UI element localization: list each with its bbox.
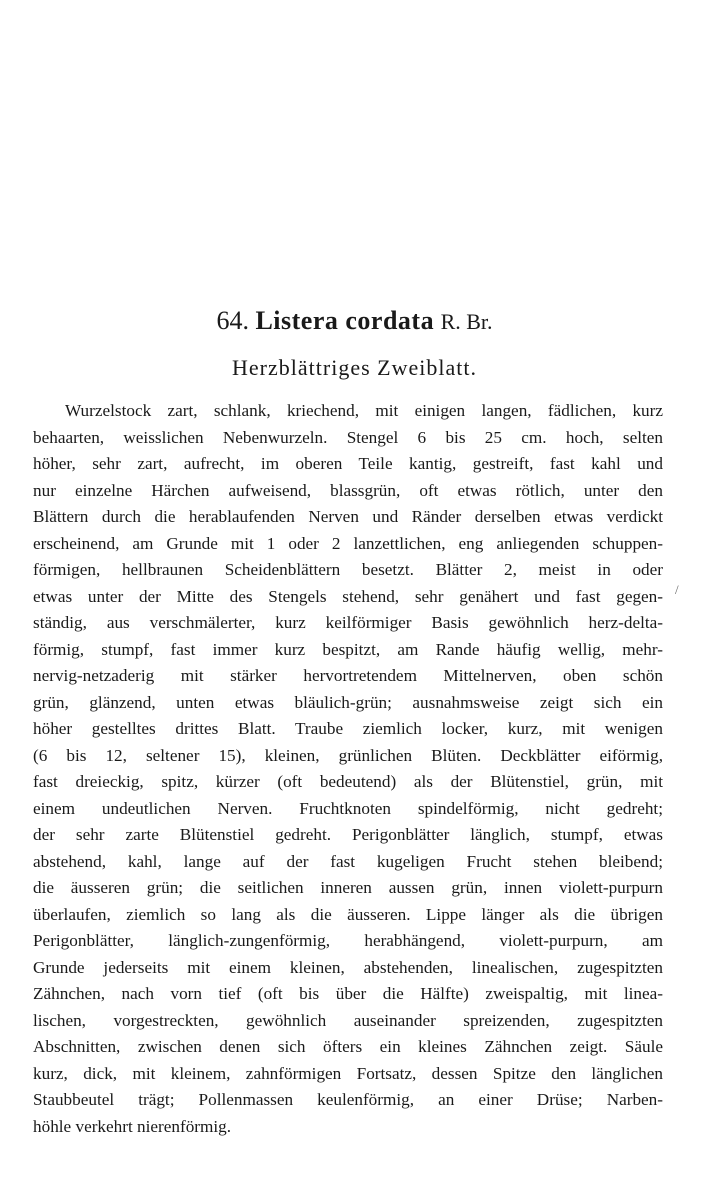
text-line: lischen, vorgestreckten, gewöhnlich auseinander spreizenden, zugespitzten xyxy=(33,1010,663,1030)
text-line: der sehr zarte Blütenstiel gedreht. Perigonblätter länglich, stumpf, etwas xyxy=(33,825,663,844)
species-author: R. Br. xyxy=(440,309,493,334)
text-line: höher gestelltes drittes Blatt. Traube ziemlich locker, kurz, mit wenigen xyxy=(33,719,663,738)
margin-mark: / xyxy=(675,582,679,597)
text-line: förmigen, hellbraunen Scheidenblättern besetzt. Blätter 2, meist in oder xyxy=(33,560,663,579)
description-text xyxy=(33,398,663,1140)
text-line: die äusseren grün; die seitlichen inneren aussen grün, innen violett-purpurn xyxy=(33,878,663,897)
text-line: Zähnchen, nach vorn tief (oft bis über die Hälfte) zweispaltig, mit linea- xyxy=(33,984,663,1003)
text-line: nur einzelne Härchen aufweisend, blassgrün, oft etwas rötlich, unter den xyxy=(33,480,663,500)
text-line: grün, glänzend, unten etwas bläulich-grün; ausnahmsweise zeigt sich ein xyxy=(33,692,663,712)
text-line: Wurzelstock zart, schlank, kriechend, mit einigen langen, fädlichen, kurz xyxy=(65,401,663,420)
text-line: kurz, dick, mit kleinem, zahnförmigen Fortsatz, dessen Spitze den länglichen xyxy=(33,1063,663,1083)
text-line: (6 bis 12, seltener 15), kleinen, grünlichen Blüten. Deckblätter eiförmig, xyxy=(33,745,663,765)
text-line: förmig, stumpf, fast immer kurz bespitzt, am Rande häufig wellig, mehr- xyxy=(33,639,663,659)
species-name: Listera cordata xyxy=(255,306,435,335)
common-name: Herzblättriges Zweiblatt. xyxy=(232,355,477,380)
text-line: fast dreieckig, spitz, kürzer (oft bedeutend) als der Blütenstiel, grün, mit xyxy=(33,772,663,791)
text-line: ständig, aus verschmälerter, kurz keilförmiger Basis gewöhnlich herz-delta- xyxy=(33,613,663,632)
text-line: einem undeutlichen Nerven. Fruchtknoten spindelförmig, nicht gedreht; xyxy=(33,798,663,818)
species-heading xyxy=(0,305,709,338)
text-line: höher, sehr zart, aufrecht, im oberen Teile kantig, gestreift, fast kahl und xyxy=(33,454,663,473)
text-line: nervig-netzaderig mit stärker hervortretendem Mittelnerven, oben schön xyxy=(33,666,663,685)
species-number: 64. xyxy=(216,306,249,335)
text-line: erscheinend, am Grunde mit 1 oder 2 lanzettlichen, eng anliegenden schuppen- xyxy=(33,533,663,553)
text-line: Perigonblätter, länglich-zungenförmig, herabhängend, violett-purpurn, am xyxy=(33,931,663,950)
text-line: behaarten, weisslichen Nebenwurzeln. Stengel 6 bis 25 cm. hoch, selten xyxy=(33,427,663,447)
text-line: Staubbeutel trägt; Pollenmassen keulenförmig, an einer Drüse; Narben- xyxy=(33,1090,663,1109)
text-line: überlaufen, ziemlich so lang als die äusseren. Lippe länger als die übrigen xyxy=(33,904,663,924)
text-line: Blättern durch die herablaufenden Nerven und Ränder derselben etwas verdickt xyxy=(33,507,663,526)
text-line: höhle verkehrt nierenförmig. xyxy=(33,1116,232,1136)
text-line: Grunde jederseits mit einem kleinen, abstehenden, linealischen, zugespitzten xyxy=(33,957,663,977)
text-line: etwas unter der Mitte des Stengels stehend, sehr genähert und fast gegen- xyxy=(33,586,663,606)
text-line: Abschnitten, zwischen denen sich öfters ein kleines Zähnchen zeigt. Säule xyxy=(33,1037,663,1056)
text-line: abstehend, kahl, lange auf der fast kugeligen Frucht stehen bleibend; xyxy=(33,851,663,871)
